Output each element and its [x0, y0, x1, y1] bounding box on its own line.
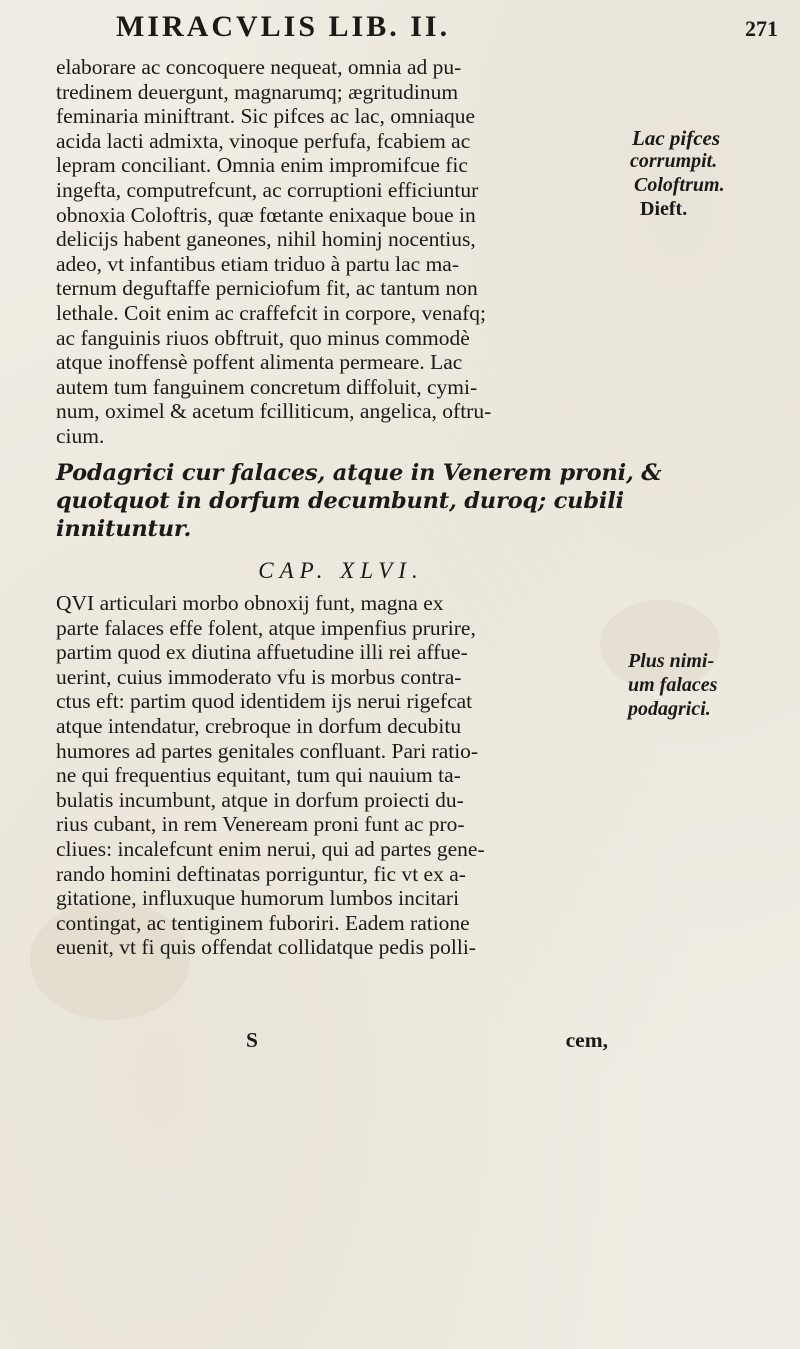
text-line: lepram conciliant. Omnia enim impromifcue fic — [56, 153, 468, 178]
text-line: atque inoffensè poffent alimenta permeare. Lac — [56, 350, 463, 375]
text-line: adeo, vt infantibus etiam triduo à partu lac ma- — [56, 251, 459, 276]
text-line: humores ad partes genitales confluant. Pari ratio- — [56, 738, 479, 763]
margin-notes — [626, 0, 800, 1349]
text-line: ac fanguinis riuos obftruit, quo minus commodè — [56, 325, 470, 350]
text-line: rando homini deftinatas porriguntur, fic vt ex a- — [56, 861, 466, 886]
text-line: parte falaces effe folent, atque impenfius prurire, — [56, 615, 476, 640]
text-line: elaborare ac concoquere nequeat, omnia ad pu- — [56, 55, 462, 79]
text-line: delicijs habent ganeones, nihil hominj nocentius, — [56, 227, 476, 252]
text-line: cium. — [56, 423, 105, 448]
text-line: tredinem deuergunt, magnarumq; ægritudinum — [56, 79, 459, 104]
heading-line: quotquot in dorfum decumbunt, duroq; cubili — [56, 487, 624, 514]
text-line: num, oximel & acetum fcilliticum, angelica, oftru- — [56, 399, 492, 424]
margin-note-line: um falaces — [628, 674, 718, 696]
margin-note-line: podagrici. — [628, 698, 711, 720]
margin-note-line: Plus nimi- — [628, 650, 715, 672]
text-line: atque intendatur, crebroque in dorfum decubitu — [56, 714, 462, 739]
text-line: ctus eft: partim quod identidem ijs nerui rigefcat — [56, 689, 473, 714]
text-line: acida lacti admixta, vinoque perfufa, fcabiem ac — [56, 128, 471, 153]
text-line: ne qui frequentius equitant, tum qui nauium ta- — [56, 763, 461, 788]
margin-note-line: corrumpit. — [630, 150, 718, 172]
section-heading — [56, 459, 662, 543]
text-line: contingat, ac tentiginem fuboriri. Eadem ratione — [56, 910, 470, 935]
text-line: ternum deguftaffe perniciofum fit, ac tantum non — [56, 276, 478, 301]
heading-line: innituntur. — [56, 515, 192, 542]
text-line: autem tum fanguinem concretum diffoluit, cymi- — [56, 374, 478, 399]
main-text-column — [56, 55, 662, 960]
text-line: feminaria miniftrant. Sic pifces ac lac, omniaque — [56, 104, 476, 129]
catchword: cem, — [565, 1028, 608, 1052]
text-line: obnoxia Coloftris, quæ fœtante enixaque boue in — [56, 202, 476, 227]
text-line: ingefta, computrefcunt, ac corruptioni efficiuntur — [56, 177, 479, 202]
text-line: partim quod ex diutina affuetudine illi rei affue- — [56, 640, 468, 665]
text-line: gitatione, influxuque humorum lumbos incitari — [56, 886, 460, 911]
heading-line: Podagrici cur falaces, atque in Venerem proni, & — [56, 459, 662, 486]
text-line: cliues: incalefcunt enim nerui, qui ad partes gene- — [56, 837, 485, 862]
chapter-label: CAP. XLVI. — [258, 557, 424, 583]
paragraph-2 — [56, 591, 626, 960]
margin-note-line: Dieft. — [640, 198, 688, 220]
page-number: 271 — [745, 16, 778, 41]
paragraph-1 — [56, 55, 626, 449]
margin-note-line: Lac pifces — [632, 126, 721, 150]
running-title: MIRACVLIS LIB. II. — [116, 10, 451, 43]
text-line: rius cubant, in rem Veneream proni funt ac pro- — [56, 812, 465, 837]
text-line: uerint, cuius immoderato vfu is morbus contra- — [56, 664, 462, 689]
margin-note-line: Coloftrum. — [634, 174, 725, 196]
signature-mark: S — [246, 1028, 258, 1052]
text-line: QVI articulari morbo obnoxij funt, magna ex — [56, 591, 444, 616]
text-line: euenit, vt fi quis offendat collidatque pedis polli- — [56, 935, 476, 960]
text-line: bulatis incumbunt, atque in dorfum proiecti du- — [56, 787, 464, 812]
text-line: lethale. Coit enim ac craffefcit in corpore, venafq; — [56, 300, 486, 325]
